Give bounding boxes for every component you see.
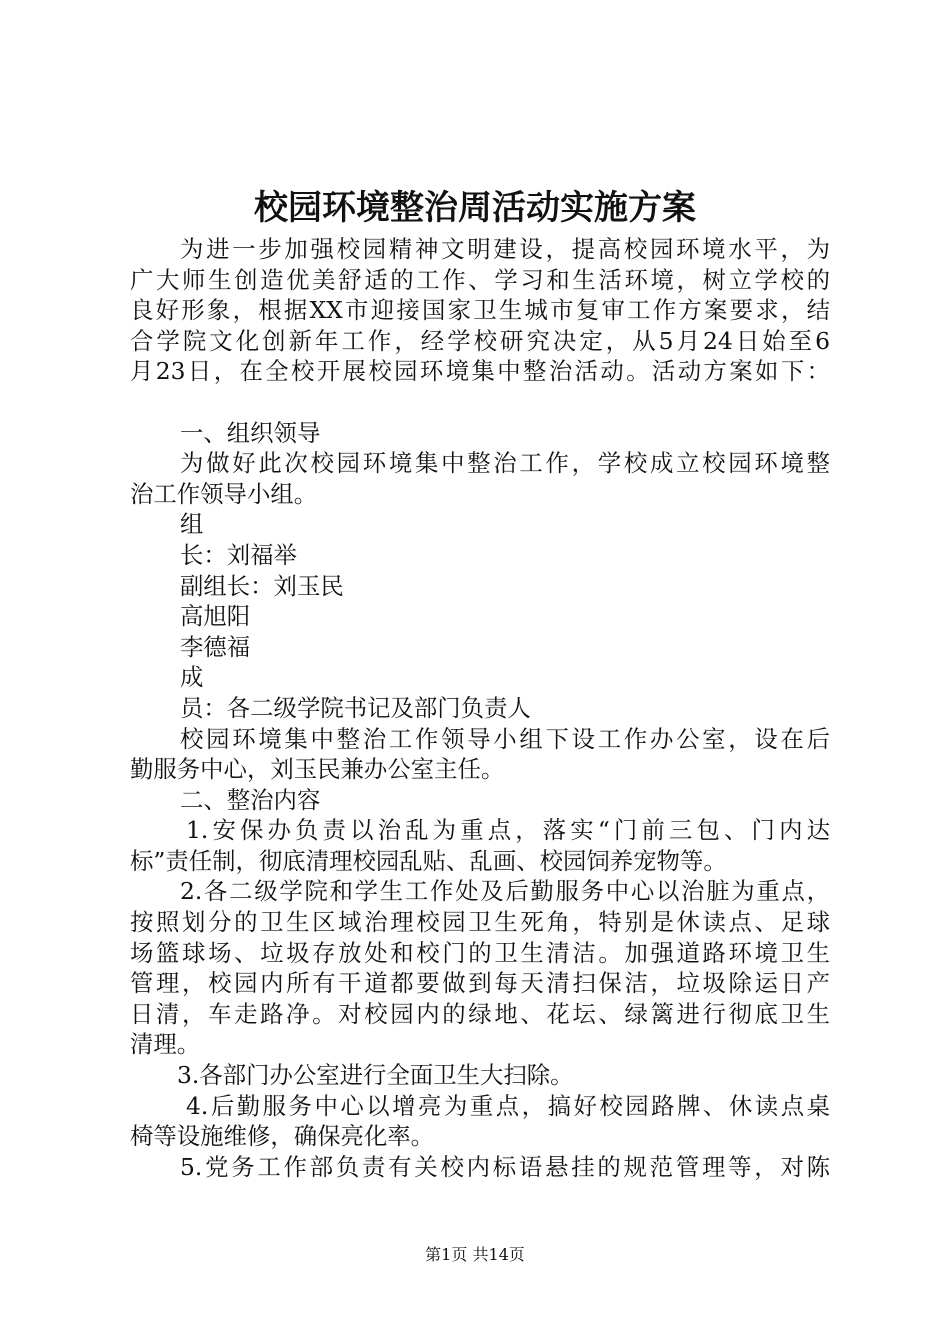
list-item-line: 5.党务工作部负责有关校内标语悬挂的规范管理等，对陈 xyxy=(180,1152,830,1181)
section-heading: 一、组织领导 xyxy=(180,418,321,447)
list-item-line: 标”责任制，彻底清理校园乱贴、乱画、校园饲养宠物等。 xyxy=(130,846,727,875)
list-item-line: 椅等设施维修，确保亮化率。 xyxy=(130,1122,435,1151)
paragraph-line: 校园环境集中整治工作领导小组下设工作办公室，设在后 xyxy=(180,724,830,753)
paragraph-line: 为进一步加强校园精神文明建设，提高校园环境水平，为 xyxy=(180,235,830,263)
list-item-line: 3.各部门办公室进行全面卫生大扫除。 xyxy=(177,1061,574,1090)
member-line: 组 xyxy=(180,510,204,539)
paragraph-line: 为做好此次校园环境集中整治工作，学校成立校园环境整 xyxy=(180,449,830,478)
document-body xyxy=(130,234,830,1182)
member-line: 成 xyxy=(180,663,204,692)
page-number: 第1页 共14页 xyxy=(425,1245,525,1264)
member-line: 员：各二级学院书记及部门负责人 xyxy=(180,693,531,722)
paragraph-line: 良好形象，根据XX市迎接国家卫生城市复审工作方案要求，结 xyxy=(130,296,830,325)
member-line: 长：刘福举 xyxy=(180,540,297,569)
paragraph-line: 治工作领导小组。 xyxy=(130,479,318,508)
list-item-line: 按照划分的卫生区域治理校园卫生死角，特别是休读点、足球 xyxy=(130,908,830,937)
paragraph-line: 合学院文化创新年工作，经学校研究决定，从5月24日始至6 xyxy=(130,326,830,355)
list-item-line: 4.后勤服务中心以增亮为重点，搞好校园路牌、休读点桌 xyxy=(186,1091,830,1120)
member-line: 副组长：刘玉民 xyxy=(180,571,344,600)
member-line: 高旭阳 xyxy=(180,602,251,631)
list-item-line: 日清，车走路净。对校园内的绿地、花坛、绿篱进行彻底卫生 xyxy=(130,999,830,1028)
document-title: 校园环境整治周活动实施方案 xyxy=(254,188,696,228)
list-item-line: 1.安保办负责以治乱为重点，落实“门前三包、门内达 xyxy=(186,816,830,845)
paragraph-line: 勤服务中心，刘玉民兼办公室主任。 xyxy=(130,755,505,784)
paragraph-line: 广大师生创造优美舒适的工作、学习和生活环境，树立学校的 xyxy=(130,265,830,294)
blank-line xyxy=(130,387,830,418)
paragraph-line: 月23日，在全校开展校园环境集中整治活动。活动方案如下： xyxy=(130,357,830,386)
list-item-line: 管理，校园内所有干道都要做到每天清扫保洁，垃圾除运日产 xyxy=(130,969,830,998)
list-item-line: 清理。 xyxy=(130,1030,201,1059)
list-item-line: 场篮球场、垃圾存放处和校门的卫生清洁。加强道路环境卫生 xyxy=(130,938,830,967)
list-item-line: 2.各二级学院和学生工作处及后勤服务中心以治脏为重点， xyxy=(180,877,830,906)
section-heading: 二、整治内容 xyxy=(180,785,321,814)
member-line: 李德福 xyxy=(180,632,251,661)
